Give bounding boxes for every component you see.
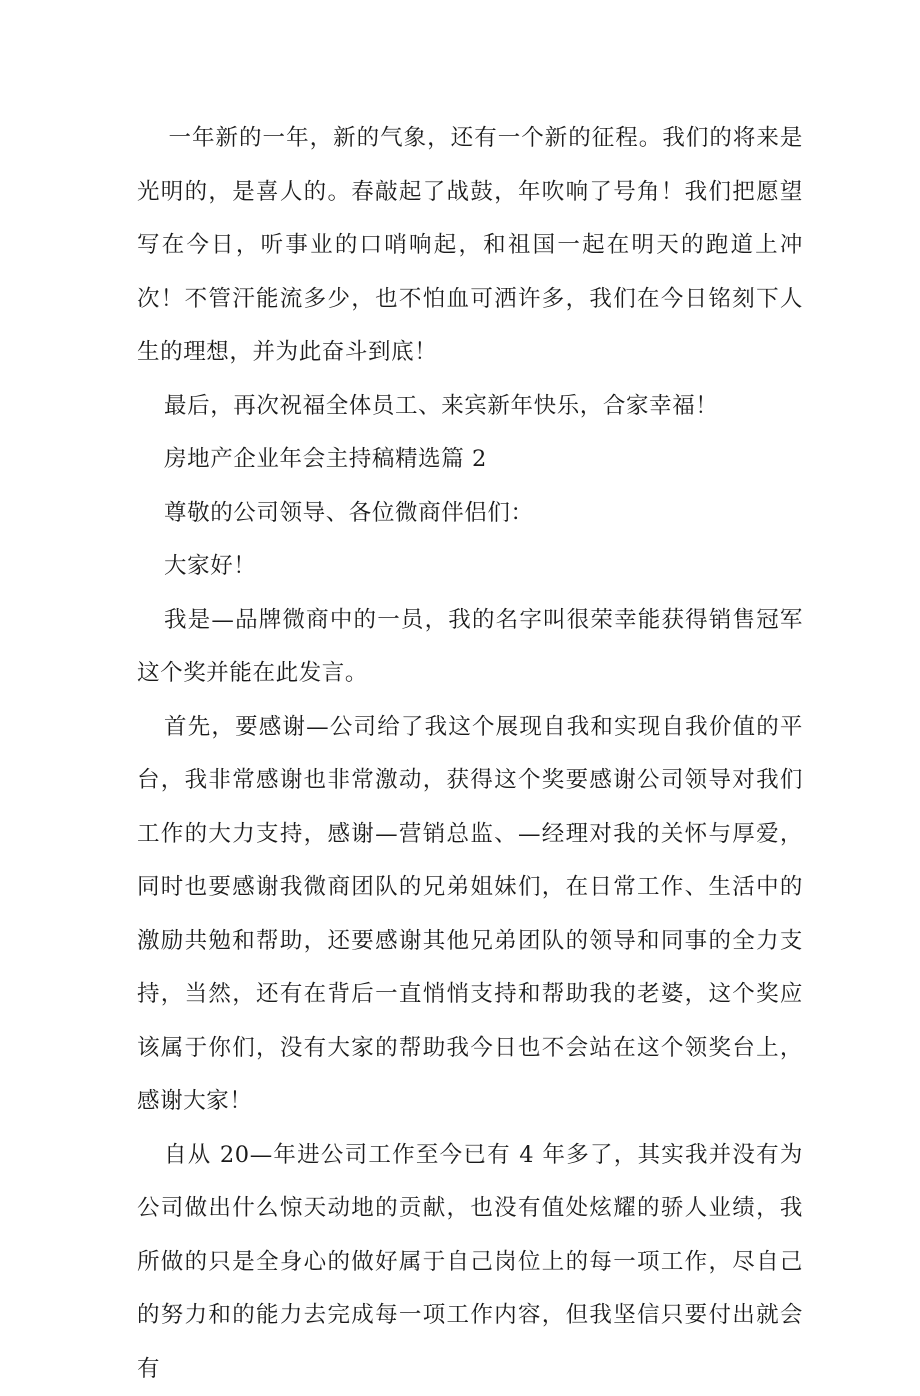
section-heading: 房地产企业年会主持稿精选篇 2 <box>137 433 803 487</box>
paragraph-new-year-vision: 一年新的一年，新的气象，还有一个新的征程。我们的将来是光明的，是喜人的。春敲起了战鼓，年吹响了号角！我们把愿望写在今日，听事业的口哨响起，和祖国一起在明天的跑道上冲次！不管汗能流多少，也不怕血可洒许多，我们在今日铭刻下人生的理想，并为此奋斗到底！ <box>137 112 803 380</box>
greeting: 大家好！ <box>137 540 803 594</box>
paragraph-work-history: 自从 20—年进公司工作至今已有 4 年多了，其实我并没有为公司做出什么惊天动地的贡献，也没有值处炫耀的骄人业绩，我所做的只是全身心的做好属于自己岗位上的每一项工作，尽自己的努力和的能力去完成每一项工作内容，但我坚信只要付出就会有 <box>137 1129 803 1396</box>
paragraph-self-introduction: 我是—品牌微商中的一员，我的名字叫很荣幸能获得销售冠军这个奖并能在此发言。 <box>137 594 803 701</box>
document-body <box>137 112 803 1396</box>
salutation: 尊敬的公司领导、各位微商伴侣们： <box>137 487 803 541</box>
paragraph-closing-wishes: 最后，再次祝福全体员工、来宾新年快乐，合家幸福！ <box>137 380 803 434</box>
paragraph-thanks: 首先，要感谢—公司给了我这个展现自我和实现自我价值的平台，我非常感谢也非常激动，获得这个奖要感谢公司领导对我们工作的大力支持，感谢—营销总监、—经理对我的关怀与厚爱，同时也要感谢我微商团队的兄弟姐妹们，在日常工作、生活中的激励共勉和帮助，还要感谢其他兄弟团队的领导和同事的全力支持，当然，还有在背后一直悄悄支持和帮助我的老婆，这个奖应该属于你们，没有大家的帮助我今日也不会站在这个领奖台上，感谢大家！ <box>137 701 803 1129</box>
